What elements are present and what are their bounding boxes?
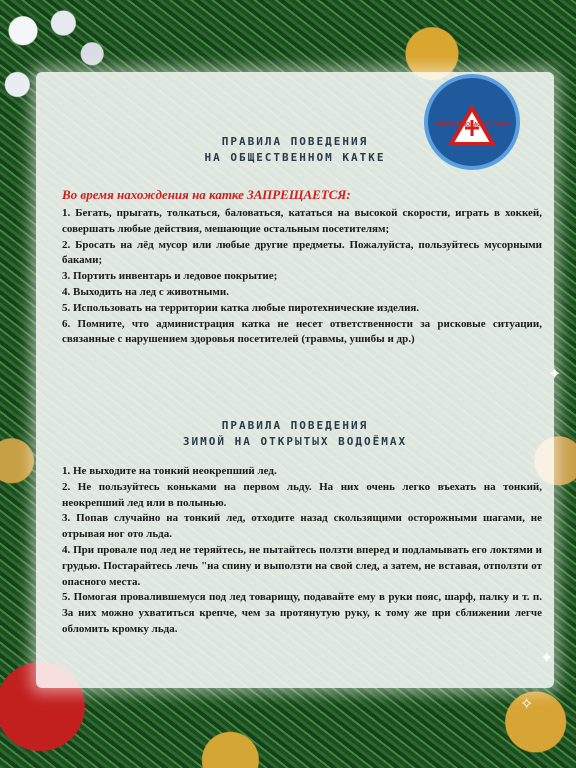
sparkle-icon: ✦: [548, 364, 562, 383]
list-item: 5. Помогая провалившемуся под лед товарищу, подавайте ему в руки пояс, шарф, палку и т. п. За них можно ухватиться крепче, чем за протянутую руку, к тому же при сближении легче обломить кромку льда.: [62, 591, 542, 635]
list-item: 4. При провале под лед не теряйтесь, не пытайтесь ползти вперед и подламывать его локтями и грудью. Постарайтесь лечь "на спину и выползти на свой след, а затем, не вставая, отползти от опасного места.: [62, 543, 542, 588]
list-item: 5. Использовать на территории катка любые пиротехнические изделия.: [62, 301, 420, 314]
list-item: 3. Попав случайно на тонкий лед, отходите назад скользящими осторожными шагами, не отрывая ног ото льда.: [62, 512, 542, 541]
list-item: 2. Не пользуйтесь коньками на первом льду. На них очень легко въехать на тонкий, неокрепший лед или в полынью.: [62, 480, 542, 509]
rink-intro: Во время нахождения на катке ЗАПРЕЩАЕТСЯ:: [62, 187, 351, 202]
logo-caption: АЗБУКА БЕЗОПАСНОЙ ЗИМЫ: [434, 122, 510, 128]
rink-rules-list: [62, 206, 542, 348]
list-item: 2. Бросать на лёд мусор или любые другие предметы. Пожалуйста, пользуйтесь мусорными баками;: [62, 238, 542, 267]
list-item: 6. Помните, что администрация катка не несет ответственности за рисковые ситуации, связанные с нарушением здоровья посетителей (травмы, ушибы и др.): [62, 317, 542, 346]
list-item: 3. Портить инвентарь и ледовое покрытие;: [62, 270, 278, 283]
water-title: ПРАВИЛА ПОВЕДЕНИЯ ЗИМОЙ НА ОТКРЫТЫХ ВОДОЁМАХ: [182, 419, 408, 448]
list-item: 4. Выходить на лед с животными.: [62, 285, 229, 298]
sparkle-icon: ✧: [520, 694, 534, 713]
rink-title: ПРАВИЛА ПОВЕДЕНИЯ НА ОБЩЕСТВЕННОМ КАТКЕ: [204, 135, 386, 164]
sparkle-icon: ✦: [540, 648, 554, 667]
water-rules-list: [62, 464, 542, 638]
list-item: 1. Бегать, прыгать, толкаться, баловаться, кататься на высокой скорости, играть в хоккей, совершать любые действия, мешающие остальным посетителям;: [62, 207, 542, 235]
list-item: 1. Не выходите на тонкий неокрепший лед.: [62, 465, 277, 477]
